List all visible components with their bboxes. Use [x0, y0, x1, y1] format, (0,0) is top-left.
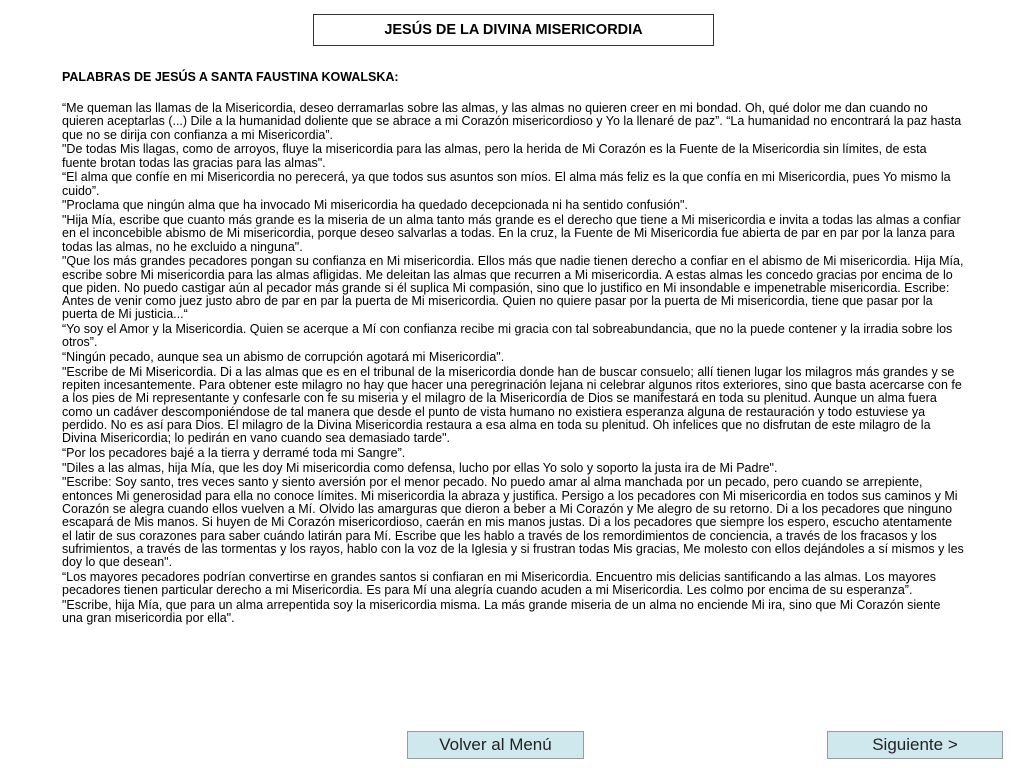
- quote-paragraph: "Diles a las almas, hija Mía, que les doy Mi misericordia como defensa, lucho por ellas Yo solo y soporto la justa ira de Mi Padre".: [62, 460, 778, 475]
- next-button[interactable]: [827, 731, 1003, 759]
- quote-paragraph: “Ningún pecado, aunque sea un abismo de corrupción agotará mi Misericordia".: [62, 350, 505, 365]
- quote-paragraph: "De todas Mis llagas, como de arroyos, fluye la misericordia para las almas, pero la herida de Mi Corazón es la Fuente de la Misericordia sin límites, de esta fuente brotan todas las gracias para las almas".: [62, 142, 927, 170]
- section-subtitle: PALABRAS DE JESÚS A SANTA FAUSTINA KOWALSKA:: [62, 70, 399, 84]
- back-to-menu-button[interactable]: [407, 731, 584, 759]
- back-to-menu-label: Volver al Menú: [439, 735, 552, 754]
- quote-paragraph: "Escribe: Soy santo, tres veces santo y siento aversión por el menor pecado. No puedo amar al alma manchada por un pecado, pero cuando se arrepiente, entonces Mi generosidad para ella no conoce límites. Mi misericordia la abraza y justifica. Persigo a los pecadores con Mi misericordia en todos sus caminos y Mi Corazón se alegra cuando ellos vuelven a Mí. Olvido las amarguras que dieron a beber a Mi Corazón y Me alegro de su retorno. Di a los pecadores que ninguno escapará de Mis manos. Si huyen de Mi Corazón misericordioso, caerán en mis manos justas. Di a los pecadores que siempre los espero, escucho atentamente el latir de sus corazones para saber cuándo latirán para Mí. Escribe que les hablo a través de los remordimientos de conciencia, a través de los fracasos y los sufrimientos, a través de las tormentas y los rayos, hablo con la voz de la Iglesia y si frustran todas Mis gracias, Me molesto con ellos dejándoles a sí mismos y les doy lo que desean".: [62, 475, 964, 570]
- quote-paragraph: "Proclama que ningún alma que ha invocado Mi misericordia ha quedado decepcionada ni ha sentido confusión".: [62, 198, 688, 213]
- quote-paragraph: “Yo soy el Amor y la Misericordia. Quien se acerque a Mí con confianza recibe mi gracia con tal sobreabundancia, que no la puede contener y la irradia sobre los otros”.: [62, 322, 953, 350]
- quote-paragraph: "Que los más grandes pecadores pongan su confianza en Mi misericordia. Ellos más que nadie tienen derecho a confiar en el abismo de Mi misericordia. Hija Mía, escribe sobre Mi misericordia para las almas afligidas. Me deleitan las almas que recurren a Mi misericordia. A estas almas les concedo gracias por encima de lo que piden. No puedo castigar aún al pecador más grande si él suplica Mi compasión, sino que lo justifico en Mi insondable e impenetrable misericordia. Escribe: Antes de venir como juez justo abro de par en par la puerta de Mi misericordia. Quien no quiere pasar por la puerta de Mi misericordia, tiene que pasar por la puerta de Mi justicia...“: [62, 254, 964, 322]
- page-title-box: [313, 14, 714, 46]
- quote-paragraph: “Me queman las llamas de la Misericordia, deseo derramarlas sobre las almas, y las almas no quieren creer en mi bondad. Oh, qué dolor me dan cuando no quieren aceptarlas (...) Dile a la humanidad doliente que se abrace a mi Corazón misericordioso y Yo la llenaré de paz”. “La humanidad no encontrará la paz hasta que no se dirija con confianza a mi Misericordia”.: [62, 101, 962, 142]
- quotes-body: [62, 102, 964, 627]
- quote-paragraph: "Escribe, hija Mía, que para un alma arrepentida soy la misericordia misma. La más grande miseria de un alma no enciende Mi ira, sino que Mi Corazón siente una gran misericordia por ella".: [62, 597, 941, 626]
- quote-paragraph: "Escribe de Mi Misericordia. Di a las almas que es en el tribunal de la misericordia donde han de buscar consuelo; allí tienen lugar los milagros más grandes y se repiten incesantemente. Para obtener este milagro no hay que hacer una peregrinación lejana ni celebrar algunos ritos exteriores, sino que basta acercarse con fe a los pies de Mi representante y confesarle con fe su miseria y el milagro de la Misericordia de Dios se manifestará en toda su plenitud. Aunque un alma fuera como un cadáver descomponiéndose de tal manera que desde el punto de vista humano no existiera esperanza alguna de restauración y todo estuviese ya perdido. No es así para Dios. El milagro de la Divina Misericordia restaura a esa alma en toda su plenitud. Oh infelices que no disfrutan de este milagro de la Divina Misericordia; lo pedirán en vano cuando sea demasiado tarde".: [62, 364, 962, 446]
- page-title: JESÚS DE LA DIVINA MISERICORDIA: [384, 22, 643, 38]
- quote-paragraph: “El alma que confíe en mi Misericordia no perecerá, ya que todos sus asuntos son míos. El alma más feliz es la que confía en mi Misericordia, pues Yo mismo la cuido”.: [62, 170, 951, 198]
- quote-paragraph: “Por los pecadores bajé a la tierra y derramé toda mi Sangre”.: [62, 445, 406, 460]
- next-label: Siguiente >: [872, 735, 958, 754]
- quote-paragraph: "Hija Mía, escribe que cuanto más grande es la miseria de un alma tanto más grande es el derecho que tiene a Mi misericordia e invita a todas las almas a confiar en el inconcebible abismo de Mi misericordia, porque deseo salvarlas a todas. En la cruz, la Fuente de Mi Misericordia fue abierta de par en par por la lanza para todas las almas, no he excluido a ninguna".: [62, 212, 961, 254]
- quote-paragraph: “Los mayores pecadores podrían convertirse en grandes santos si confiaran en mi Misericordia. Encuentro mis delicias santificando a las almas. Los mayores pecadores tienen particular derecho a mi Misericordia. Es para Mí una alegría cuando acuden a mi Misericordia. Les colmo por encima de su esperanza”.: [62, 569, 937, 598]
